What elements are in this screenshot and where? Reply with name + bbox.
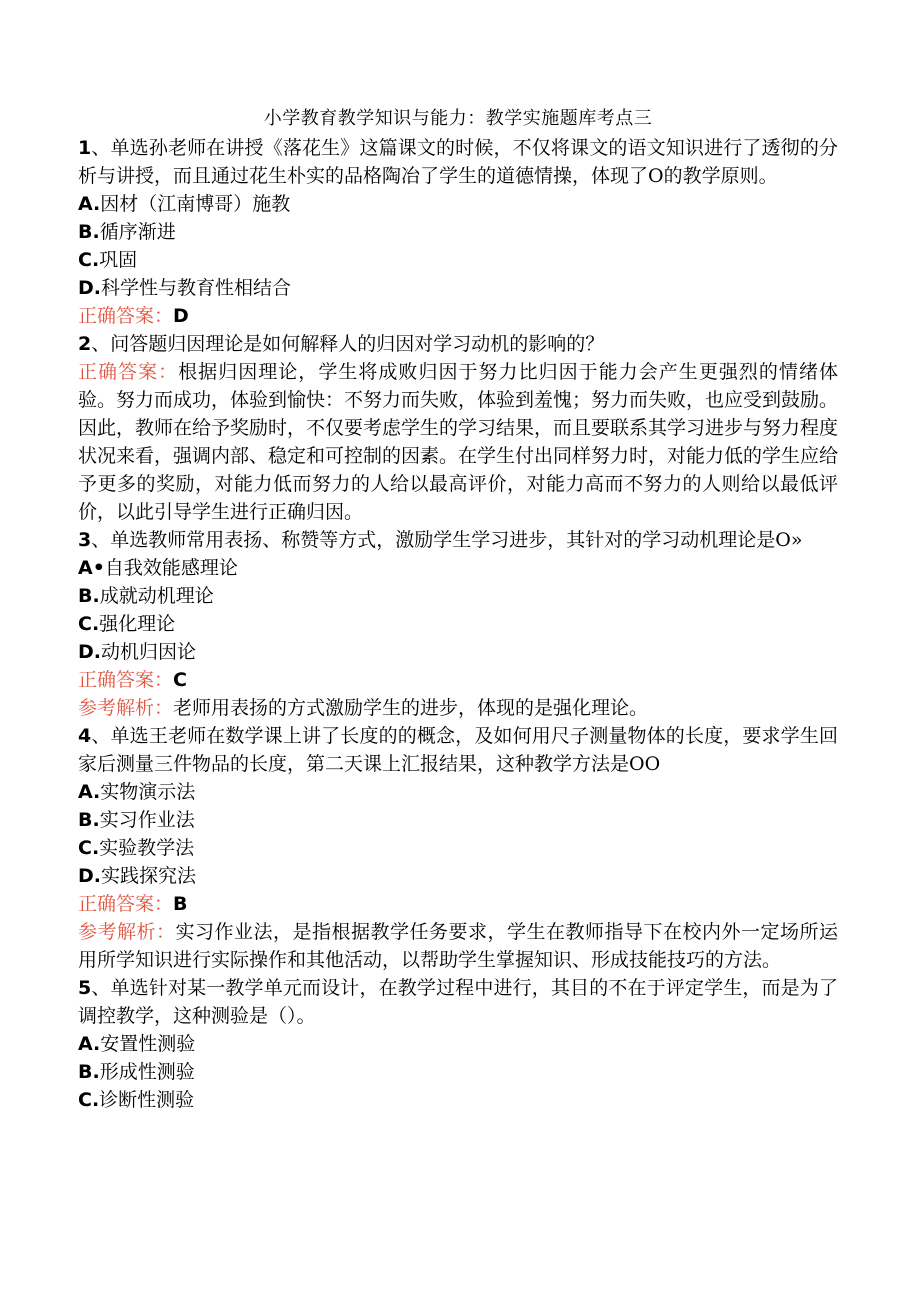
option-text: 实验教学法 <box>99 837 195 859</box>
option-text: 安置性测验 <box>100 1033 196 1055</box>
option-b <box>78 218 838 246</box>
answer-label: 正确答案： <box>78 893 174 915</box>
analysis-line <box>78 694 838 722</box>
option-letter: B. <box>78 809 100 831</box>
question-number: 2 <box>78 333 92 355</box>
option-c <box>78 246 838 274</box>
answer-label: 正确答案： <box>78 669 174 691</box>
question-2 <box>78 330 838 526</box>
option-b <box>78 1058 838 1086</box>
option-letter: C. <box>78 613 100 635</box>
document-page <box>78 104 838 1114</box>
answer-text: 根据归因理论，学生将成败归因于努力比归因于能力会产生更强烈的情绪体验。努力而成功，体验到愉快：不努力而失败，体验到羞愧；努力而失败，也应受到鼓励。因此，教师在给予奖励时，不仅要考虑学生的学习结果，而且要联系其学习进步与努力程度状况来看，强调内部、稳定和可控制的因素。在学生付出同样努力时，对能力低的学生应给予更多的奖励，对能力低而努力的人给以最高评价，对能力高而不努力的人则给以最低评价，以此引导学生进行正确归因。 <box>78 361 839 523</box>
option-text: 形成性测验 <box>99 1061 195 1083</box>
option-text: 实习作业法 <box>99 809 195 831</box>
option-text: 自我效能感理论 <box>104 557 238 579</box>
question-body: 单选孙老师在讲授《落花生》这篇课文的时候，不仅将课文的语文知识进行了透彻的分析与讲授，而且通过花生朴实的品格陶冶了学生的道德情操，体现了O的教学原则。 <box>78 137 838 187</box>
question-body: 单选王老师在数学课上讲了长度的的概念，及如何用尺子测量物体的长度，要求学生回家后测量三件物品的长度，第二天课上汇报结果，这种教学方法是OO <box>78 725 838 775</box>
option-b <box>78 582 838 610</box>
option-a <box>78 190 838 218</box>
option-text: 因材（江南博哥）施教 <box>100 193 291 215</box>
option-letter: C. <box>78 837 100 859</box>
option-d <box>78 862 838 890</box>
question-body: 问答题归因理论是如何解释人的归因对学习动机的影响的？ <box>110 333 605 355</box>
option-text: 循序渐进 <box>99 221 176 243</box>
answer-value: D <box>173 305 189 327</box>
answer-value: C <box>173 669 187 691</box>
answer-line <box>78 666 838 694</box>
question-number: 5 <box>78 977 92 999</box>
option-c <box>78 834 838 862</box>
number-separator: 、 <box>91 725 111 747</box>
analysis-label: 参考解析： <box>78 697 174 719</box>
question-text <box>78 330 838 358</box>
answer-label: 正确答案： <box>78 305 174 327</box>
option-a <box>78 1030 838 1058</box>
option-letter: B. <box>78 1061 100 1083</box>
option-text: 巩固 <box>99 249 138 271</box>
question-number: 1 <box>78 137 92 159</box>
option-letter: D. <box>78 865 101 887</box>
option-letter: A. <box>78 193 101 215</box>
question-3 <box>78 526 838 722</box>
option-letter: C. <box>78 249 100 271</box>
question-5 <box>78 974 838 1114</box>
question-number: 4 <box>78 725 92 747</box>
option-letter: A. <box>78 1033 101 1055</box>
analysis-label: 参考解析： <box>78 921 176 943</box>
number-separator: 、 <box>91 529 111 551</box>
option-b <box>78 806 838 834</box>
analysis-text: 实习作业法，是指根据教学任务要求，学生在教师指导下在校内外一定场所运用所学知识进行实际操作和其他活动，以帮助学生掌握知识、形成技能技巧的方法。 <box>78 921 838 971</box>
option-d <box>78 274 838 302</box>
number-separator: 、 <box>91 977 111 999</box>
question-text <box>78 974 838 1030</box>
option-a <box>78 778 838 806</box>
option-text: 成就动机理论 <box>99 585 214 607</box>
number-separator: 、 <box>91 137 111 159</box>
option-letter: B. <box>78 585 100 607</box>
option-letter: D. <box>78 641 101 663</box>
option-text: 强化理论 <box>99 613 176 635</box>
question-1 <box>78 134 838 330</box>
option-text: 诊断性测验 <box>99 1089 195 1111</box>
question-body: 单选针对某一教学单元而设计，在教学过程中进行，其目的不在于评定学生，而是为了调控教学，这种测验是（）。 <box>78 977 838 1027</box>
answer-line <box>78 890 838 918</box>
question-number: 3 <box>78 529 92 551</box>
question-4 <box>78 722 838 974</box>
option-text: 实践探究法 <box>101 865 197 887</box>
option-c <box>78 1086 838 1114</box>
option-a <box>78 554 838 582</box>
option-letter: B. <box>78 221 100 243</box>
question-body: 单选教师常用表扬、称赞等方式，激励学生学习进步，其针对的学习动机理论是O» <box>110 529 803 551</box>
option-c <box>78 610 838 638</box>
option-text: 动机归因论 <box>101 641 197 663</box>
answer-line <box>78 358 838 526</box>
option-text: 科学性与教育性相结合 <box>101 277 292 299</box>
option-letter: A• <box>78 557 105 579</box>
number-separator: 、 <box>91 333 111 355</box>
answer-value: B <box>173 893 188 915</box>
question-text <box>78 526 838 554</box>
answer-line <box>78 302 838 330</box>
question-text <box>78 134 838 190</box>
question-text <box>78 722 838 778</box>
option-text: 实物演示法 <box>100 781 196 803</box>
analysis-text: 老师用表扬的方式激励学生的进步，体现的是强化理论。 <box>173 697 649 719</box>
answer-label: 正确答案： <box>78 361 179 383</box>
option-letter: D. <box>78 277 101 299</box>
option-letter: C. <box>78 1089 100 1111</box>
option-letter: A. <box>78 781 101 803</box>
option-d <box>78 638 838 666</box>
analysis-line <box>78 918 838 974</box>
page-title: 小学教育教学知识与能力：教学实施题库考点三 <box>263 108 653 129</box>
